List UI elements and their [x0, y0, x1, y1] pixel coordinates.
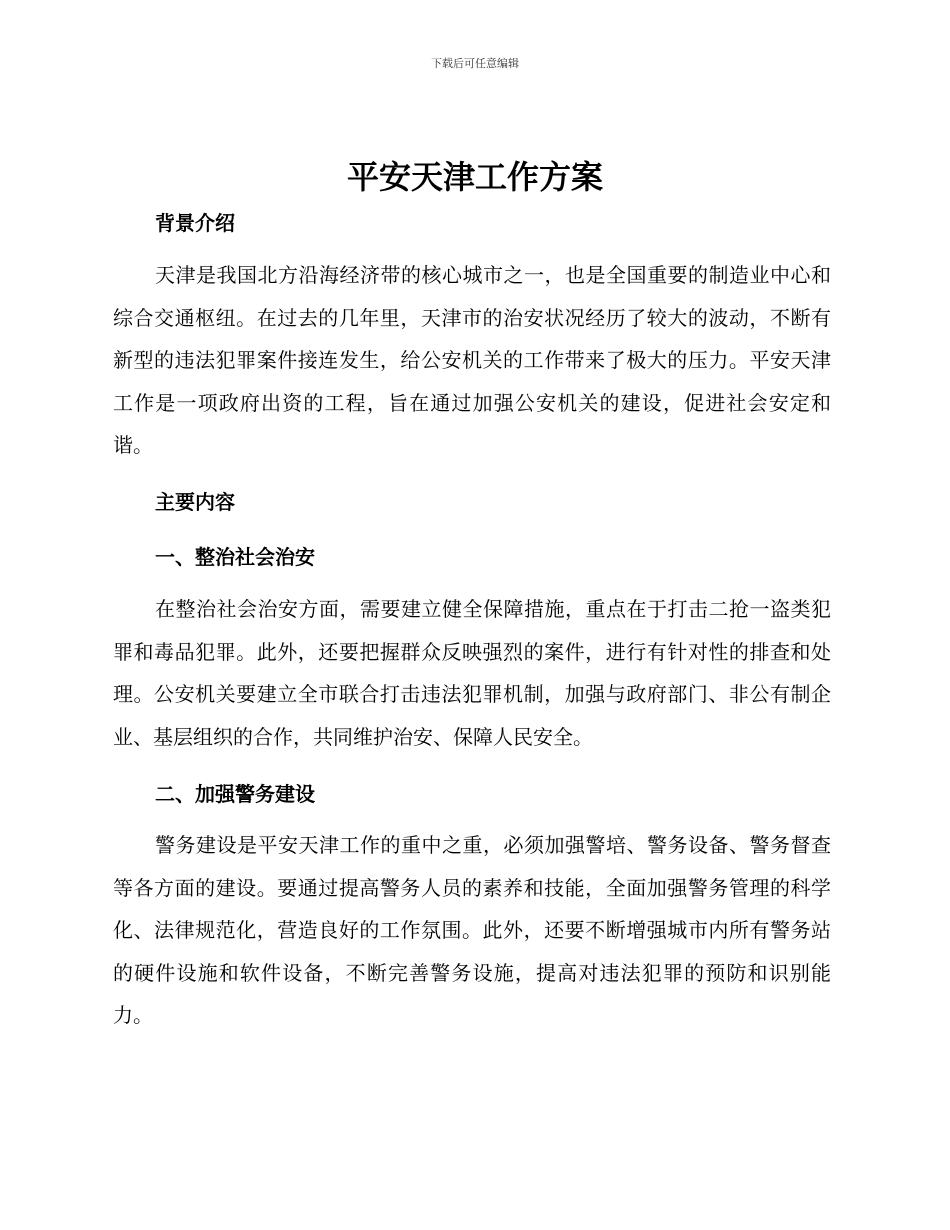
page-header-note: 下载后可任意编辑 — [431, 57, 519, 70]
background-heading: 背景介绍 — [155, 211, 235, 235]
background-paragraph: 天津是我国北方沿海经济带的核心城市之一，也是全国重要的制造业中心和综合交通枢纽。在过去的几年里，天津市的治安状况经历了较大的波动，不断有新型的违法犯罪案件接连发生，给公安机关的工作带来了极大的压力。平安天津工作是一项政府出资的工程，旨在通过加强公安机关的建设，促进社会安定和谐。 — [113, 263, 831, 457]
section-two-heading: 二、加强警务建设 — [155, 782, 315, 806]
section-two-paragraph: 警务建设是平安天津工作的重中之重，必须加强警培、警务设备、警务督查等各方面的建设。要通过提高警务人员的素养和技能，全面加强警务管理的科学化、法律规范化，营造良好的工作氛围。此外，还要不断增强城市内所有警务站的硬件设施和软件设备，不断完善警务设施，提高对违法犯罪的预防和识别能力。 — [113, 833, 831, 1027]
document-title: 平安天津工作方案 — [346, 158, 603, 196]
section-one-heading: 一、整治社会治安 — [155, 545, 315, 569]
section-one-paragraph: 在整治社会治安方面，需要建立健全保障措施，重点在于打击二抢一盗类犯罪和毒品犯罪。此外，还要把握群众反映强烈的案件，进行有针对性的排查和处理。公安机关要建立全市联合打击违法犯罪机制，加强与政府部门、非公有制企业、基层组织的合作，共同维护治安、保障人民安全。 — [113, 597, 831, 749]
main-content-heading: 主要内容 — [155, 490, 235, 514]
